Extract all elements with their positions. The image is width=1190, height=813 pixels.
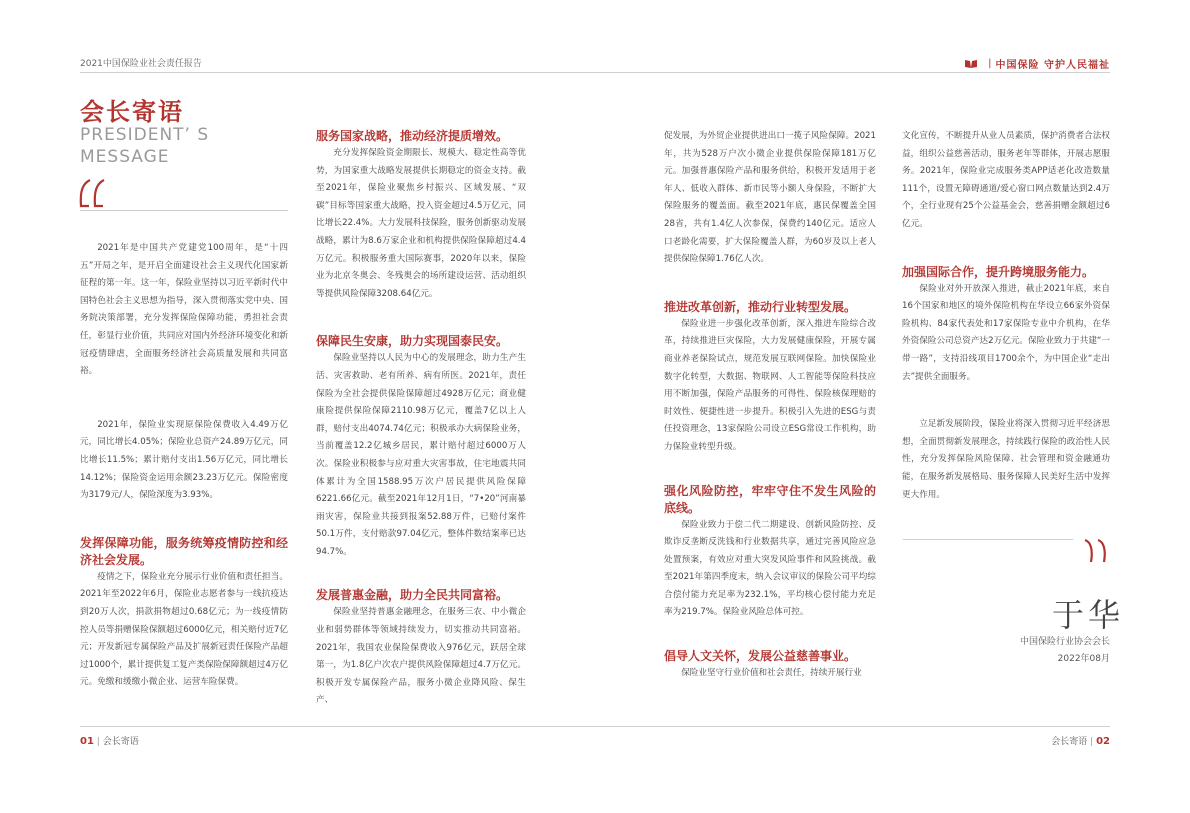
book-logo-icon — [964, 59, 978, 69]
section-heading: 保障民生安康，助力实现国泰民安。 — [316, 334, 509, 349]
section-heading: 强化风险防控，牢牢守住不发生风险的底线。 — [664, 483, 876, 515]
section-heading: 发展普惠金融，助力全民共同富裕。 — [316, 588, 509, 603]
page-number: 01 — [80, 736, 94, 747]
paragraph: 保险业进一步强化改革创新，深入推进车险综合改革，持续推进巨灾保险，大力发展健康保险，开展专属商业养老保险试点，规范发展互联网保险。加快保险业数字化转型，大数据、物联网、人工智能等保险科技应用不断加强，保险产品服务的可得性、保险核保理赔的时效性、便捷性进一步提升。积极引入先进的ESG与责任投资理念，13家保险公司设立ESG常设工作机构，助力保险业转型升级。 — [664, 318, 876, 452]
close-quote-icon — [1081, 538, 1111, 564]
divider-line — [903, 539, 1073, 540]
paragraph: 保险业对外开放深入推进，截止2021年底，来自16个国家和地区的境外保险机构在华设立66家外资保险机构、84家代表处和17家保险专业中介机构，在华外资保险公司总资产达2万亿元。保险业致力于共建“一带一路”，支持沿线项目1700余个，为中国企业“走出去”提供全面服务。 — [902, 283, 1110, 382]
section-heading: 发挥保障功能，服务统筹疫情防控和经济社会发展。 — [80, 535, 288, 567]
page-title-en: PRESIDENT’ S MESSAGE — [80, 125, 210, 167]
header-slogan: 中国保险 守护人民福祉 — [995, 60, 1110, 71]
footer-left — [80, 734, 139, 747]
paragraph: 立足新发展阶段，保险业将深入贯彻习近平经济思想，全面贯彻新发展理念，持续践行保险的政治性人民性，充分发挥保险风险保障、社会管理和资金融通功能，在服务新发展格局、服务保障人民美好生活中发挥更大作用。 — [902, 419, 1110, 500]
paragraph: 保险业致力于偿二代二期建设、创新风险防控、反欺诈反垄断反洗钱和行业数据共享，通过完善风险应急处置预案，有效应对重大突发风险事件和风险挑战。截至2021年第四季度末，纳入会议审议的保险公司平均综合偿付能力充足率为232.1%，平均核心偿付能力充足率为219.7%。保险业风险总体可控。 — [664, 519, 876, 618]
section-heading: 服务国家战略，推动经济提质增效。 — [316, 129, 509, 143]
open-quote-icon — [78, 176, 108, 212]
section-heading: 加强国际合作，提升跨境服务能力。 — [902, 264, 1095, 279]
paragraph: 促发展，为外贸企业提供进出口一揽子风险保障。2021年，共为528万户次小微企业提供保险保障181万亿元。加强普惠保险产品和服务供给，积极开发适用于老年人、低收入群体、新市民等小额人身保险，不断扩大保险服务的覆盖面。截至2021年底，惠民保覆盖全国28省，共有1.4亿人次参保，保费约140亿元。适应人口老龄化需要，扩大保险覆盖人群，为60岁及以上老人提供保险保障1.76亿人次。 — [664, 131, 876, 265]
paragraph: 保险业坚持普惠金融理念，在服务三农、中小微企业和弱势群体等领域持续发力，切实推动共同富裕。2021年，我国农业保险保费收入976亿元，跃居全球第一，为1.8亿户次农户提供风险保障超过4.7万亿元。积极开发专属保险产品，服务小微企业降风险、保生产、 — [316, 607, 526, 706]
header-rule — [80, 72, 1110, 73]
header-brand — [964, 56, 1110, 71]
report-header-title: 2021中国保险业社会责任报告 — [80, 59, 202, 69]
paragraph: 2021年是中国共产党建党100周年，是“十四五”开局之年，是开启全面建设社会主义现代化国家新征程的第一年。这一年，保险业坚持以习近平新时代中国特色社会主义思想为指导，深入贯彻落实党中央、国务院决策部署，充分发挥保险保障功能，勇担社会责任，彰显行业价值，共同应对国内外经济环境变化和新冠疫情肆虐，全面服务经济社会高质量发展和共同富裕。 — [80, 243, 288, 377]
paragraph: 疫情之下，保险业充分展示行业价值和责任担当。2021年至2022年6月，保险业志愿者参与一线抗疫达到20万人次，捐款捐物超过0.68亿元；为一线疫情防控人员等捐赠保险保额超过6000亿元，相关赔付近7亿元；开发新冠专属保险产品及扩展新冠责任保险产品超过1000个，累计提供复工复产类保险保障额超过4万亿元。免缴和缓缴小微企业、运营车险保费。 — [80, 571, 288, 688]
paragraph: 保险业坚持以人民为中心的发展理念，助力生产生活、灾害救助、老有所养、病有所医。2021年，责任保险为全社会提供保险保障超过4928万亿元；商业健康险提供保险保障2110.98万亿元，覆盖7亿以上人群，赔付支出4074.74亿元；积极承办大病保险业务，当前覆盖12.2亿城乡居民，累计赔付超过6000万人次。保险业积极参与应对重大灾害事故，住宅地震共同体累计为全国1588.95万次户居民提供风险保障6221.66亿元。截至2021年12月1日，“7•20”河南暴雨灾害，保险业共接到报案52.88万件，已赔付案件50.1万件，支付赔款97.04亿元，整体件数结案率已达94.7%。 — [316, 353, 526, 557]
column-3 — [664, 128, 876, 683]
signature-date: 2022年08月 — [1057, 654, 1110, 664]
signature-name: 于华 — [1052, 596, 1125, 634]
signature-title: 中国保险行业协会会长 — [1019, 637, 1110, 647]
footer-right — [1051, 734, 1110, 747]
paragraph: 2021年，保险业实现原保险保费收入4.49万亿元，同比增长4.05%；保险业总资产24.89万亿元，同比增长11.5%；累计赔付支出1.56万亿元，同比增长14.12%；保险资金运用余额23.23万亿元。保险密度为3179元/人，保险深度为3.93%。 — [80, 419, 288, 501]
paragraph: 文化宣传，不断提升从业人员素质，保护消费者合法权益，组织公益慈善活动，服务老年等群体，开展志愿服务。2021年，保险业完成服务类APP适老化改造数量111个，设置无障碍通道/爱心窗口网点数量达到2.4万个，全行业现有25个公益基金会，慈善捐赠金额超过6亿元。 — [902, 131, 1110, 229]
page-number: 02 — [1096, 736, 1110, 747]
section-heading: 倡导人文关怀，发展公益慈善事业。 — [664, 649, 857, 664]
footer-separator: | — [1090, 737, 1097, 747]
paragraph: 充分发挥保险资金期限长、规模大、稳定性高等优势，为国家重大战略发展提供长期稳定的资金支持。截至2021年，保险业聚焦乡村振兴、区域发展、“双碳”目标等国家重大战略，投入资金超过4.5万亿元，同比增长22.4%。大力发展科技保险，服务创新驱动发展战略，累计为8.6万家企业和机构提供保险保障超过4.4万亿元。积极服务重大国际赛事，2020年以来，保险业为北京冬奥会、冬残奥会的场所建设运营、活动组织等提供风险保障3208.64亿元。 — [316, 148, 526, 299]
column-2 — [316, 128, 526, 710]
page-title-cn: 会长寄语 — [80, 98, 184, 126]
divider-line — [80, 210, 288, 211]
footer-separator: | — [96, 737, 103, 747]
paragraph: 保险业坚守行业价值和社会责任，持续开展行业 — [681, 668, 862, 679]
footer-rule — [80, 726, 1110, 727]
footer-label: 会长寄语 — [1051, 737, 1088, 747]
column-1 — [80, 240, 288, 692]
column-4 — [902, 128, 1110, 504]
header-separator: | — [988, 58, 992, 69]
section-heading: 推进改革创新，推动行业转型发展。 — [664, 299, 857, 314]
footer-label: 会长寄语 — [102, 737, 139, 747]
